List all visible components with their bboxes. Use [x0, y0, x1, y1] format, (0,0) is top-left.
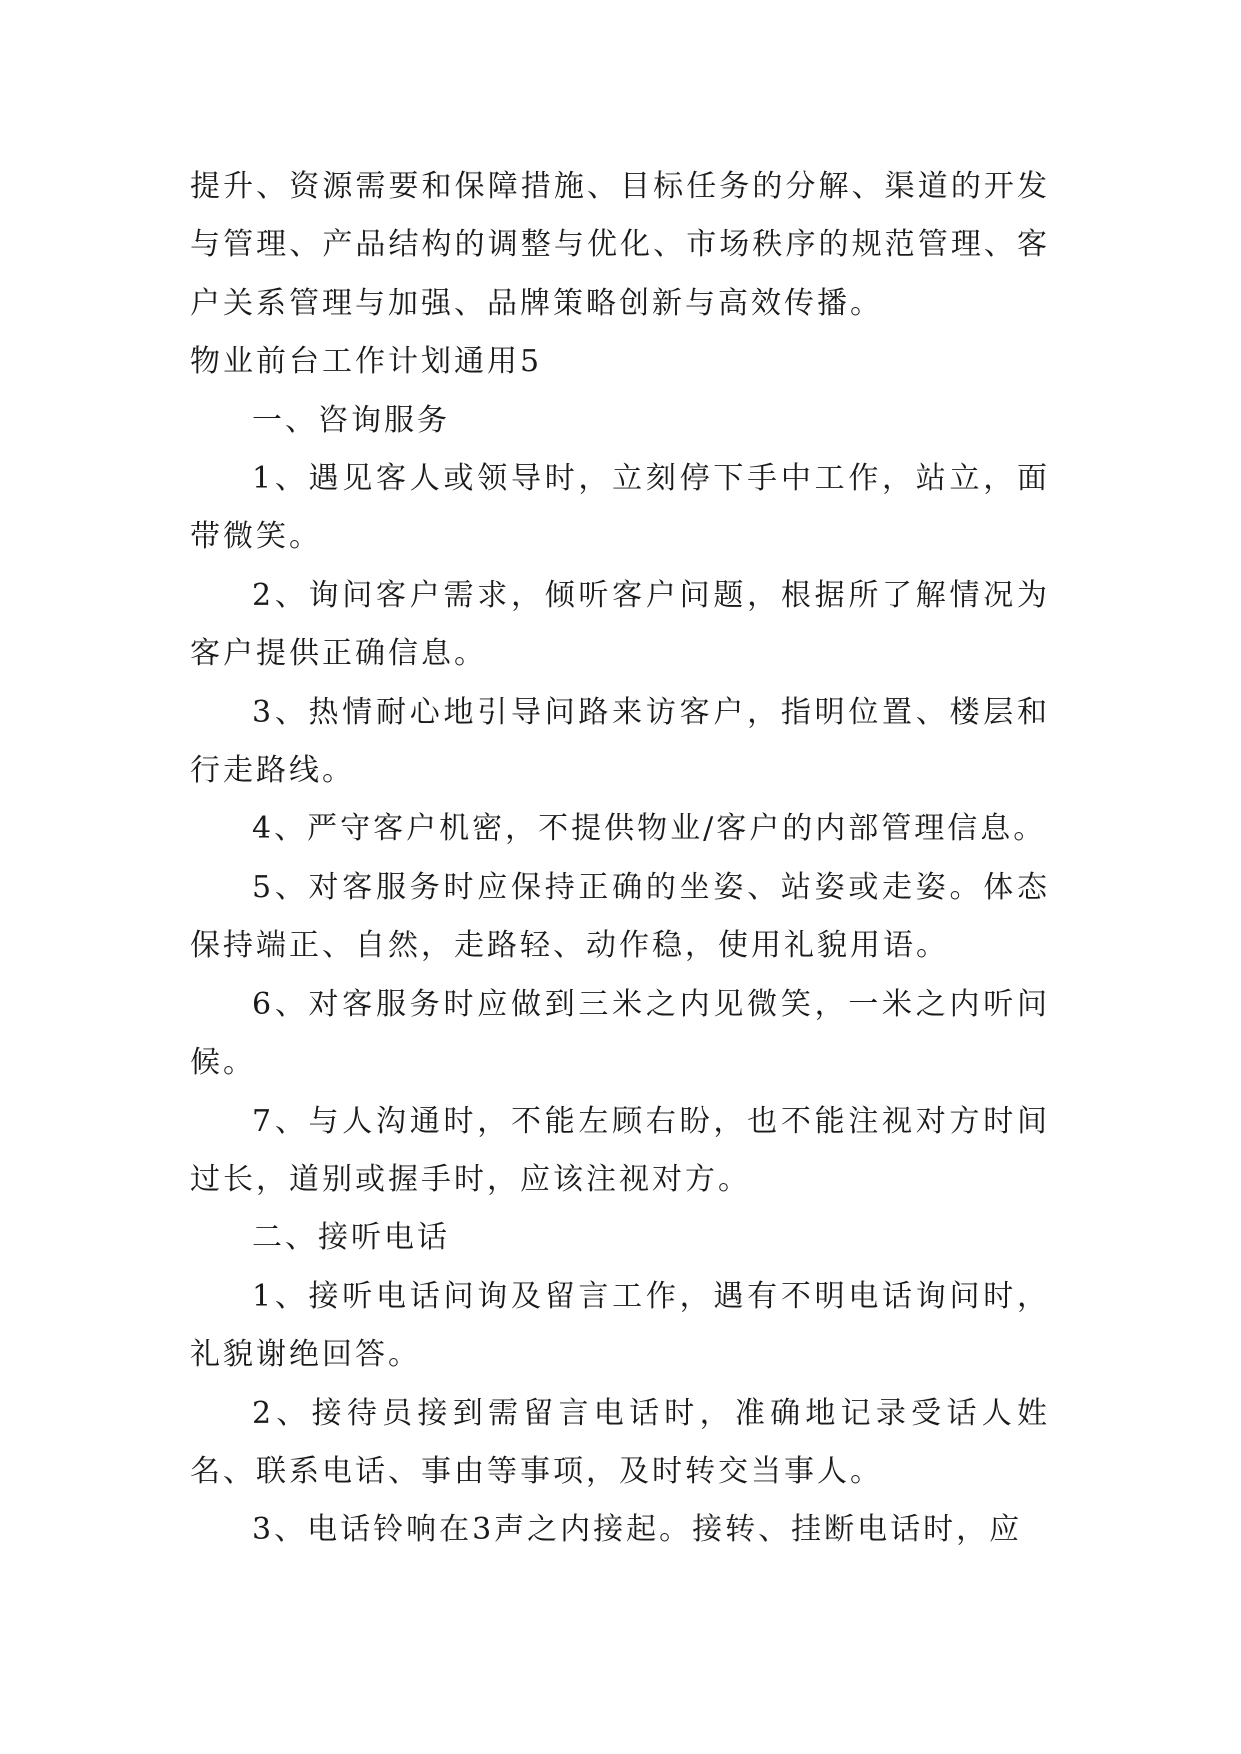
list-item: 3、电话铃响在3声之内接起。接转、挂断电话时，应 [252, 1512, 1023, 1548]
heading-answer-phone: 二、接听电话 [252, 1220, 450, 1256]
section-title: 物业前台工作计划通用5 [190, 344, 543, 380]
list-item: 1、接听电话问询及留言工作，遇有不明电话询问时，礼貌谢绝回答。 [190, 1278, 1050, 1373]
document-body [190, 158, 1050, 1560]
paragraph-intro-continuation: 提升、资源需要和保障措施、目标任务的分解、渠道的开发与管理、产品结构的调整与优化、市场秩序的规范管理、客户关系管理与加强、品牌策略创新与高效传播。 [190, 169, 1050, 321]
heading-consulting-service: 一、咨询服务 [252, 402, 450, 438]
list-item: 5、对客服务时应保持正确的坐姿、站姿或走姿。体态保持端正、自然，走路轻、动作稳，使用礼貌用语。 [190, 869, 1050, 964]
list-item: 6、对客服务时应做到三米之内见微笑，一米之内听问候。 [190, 986, 1050, 1081]
list-item: 4、严守客户机密，不提供物业/客户的内部管理信息。 [252, 811, 1047, 847]
list-item: 2、询问客户需求，倾听客户问题，根据所了解情况为客户提供正确信息。 [190, 577, 1050, 672]
list-item: 1、遇见客人或领导时，立刻停下手中工作，站立，面带微笑。 [190, 461, 1050, 555]
list-item: 7、与人沟通时，不能左顾右盼，也不能注视对方时间过长，道别或握手时，应该注视对方。 [190, 1103, 1050, 1197]
list-item: 3、热情耐心地引导问路来访客户，指明位置、楼层和行走路线。 [190, 694, 1050, 789]
list-item: 2、接待员接到需留言电话时，准确地记录受话人姓名、联系电话、事由等事项，及时转交当事人。 [190, 1395, 1050, 1489]
